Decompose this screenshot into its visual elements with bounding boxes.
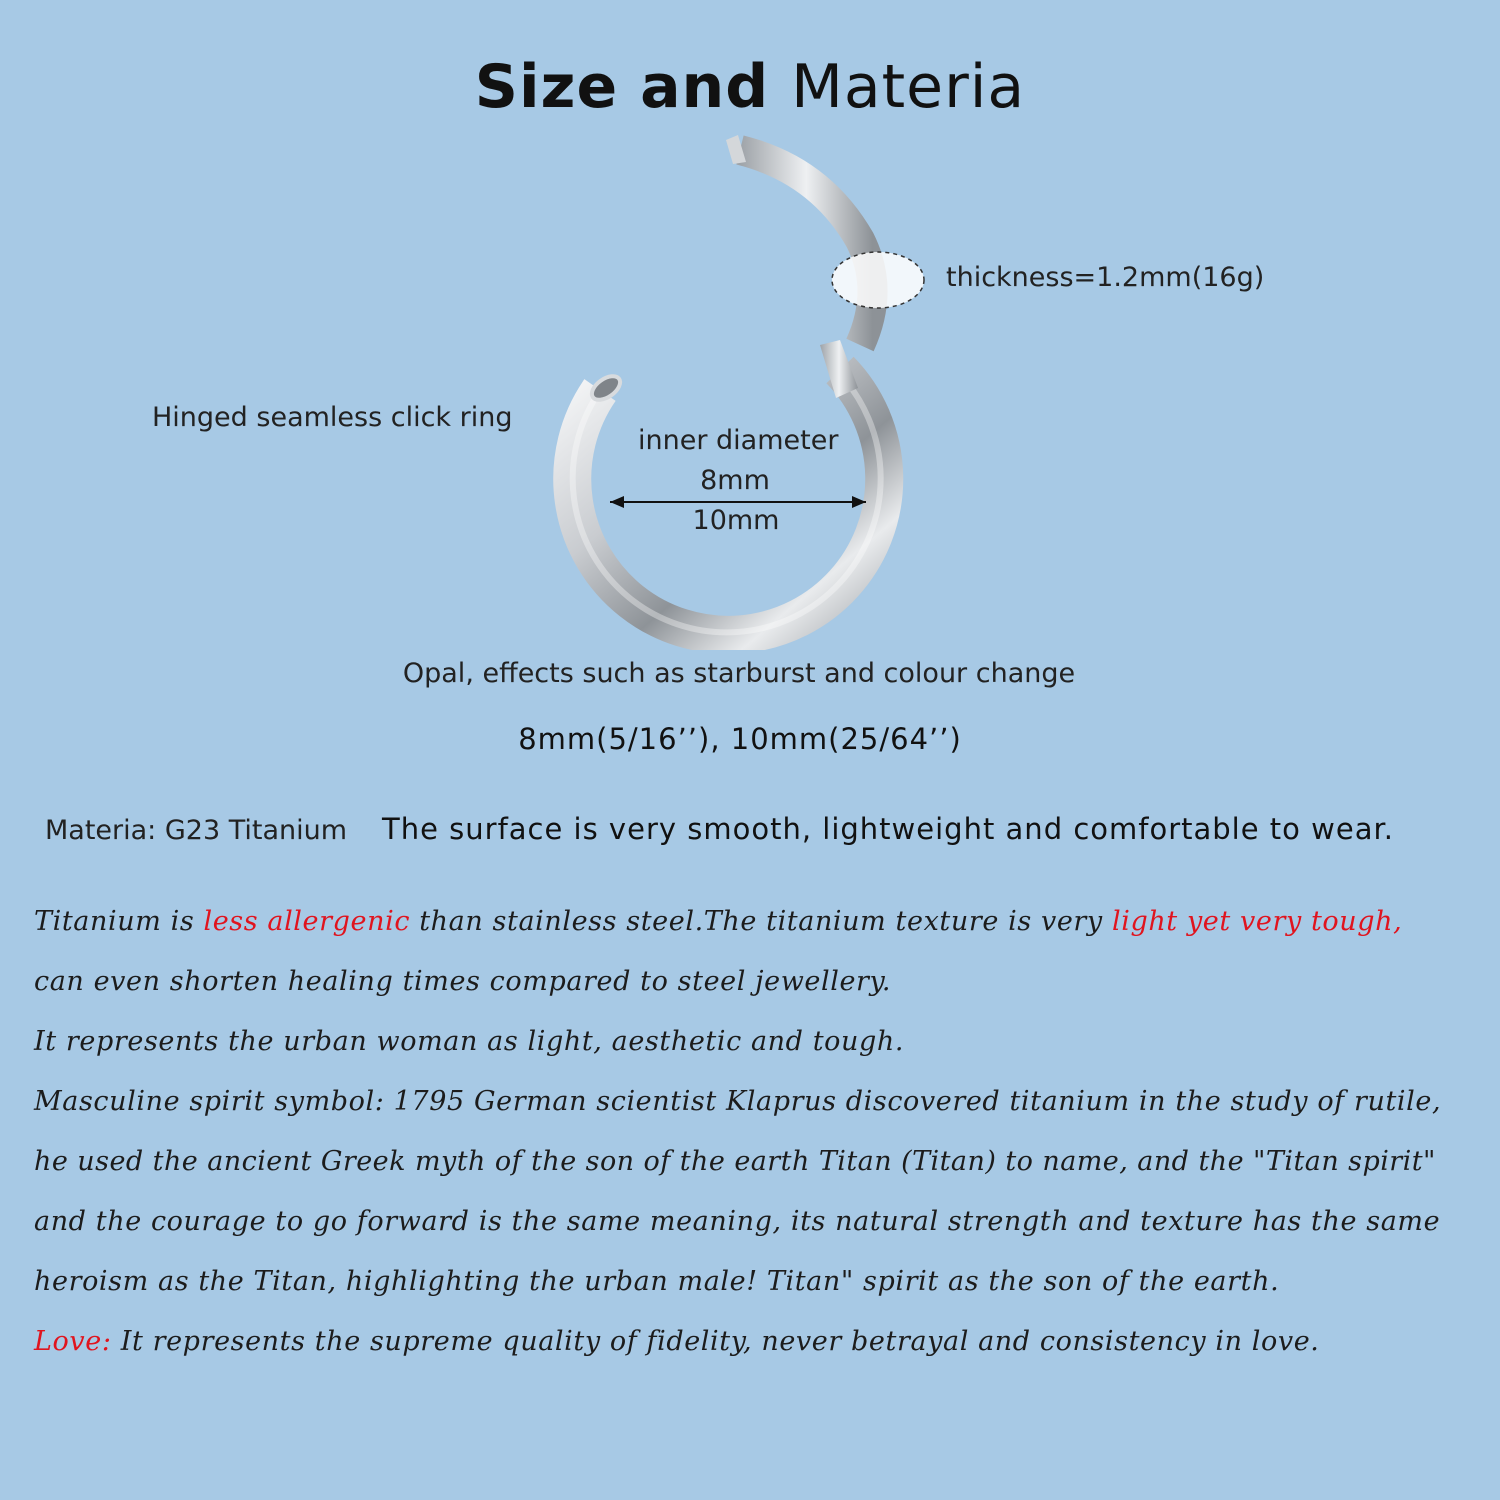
story-line-3: It represents the urban woman as light, aesthetic and tough. <box>34 1026 905 1057</box>
highlight-love: Love: <box>34 1326 112 1357</box>
ring-hinged-arm <box>740 150 873 345</box>
story-text: than stainless steel.The titanium texture is very <box>410 906 1112 937</box>
story-line-2: can even shorten healing times compared to steel jewellery. <box>34 966 892 997</box>
hinged-ring-illustration <box>540 130 940 650</box>
hinged-ring-label: Hinged seamless click ring <box>152 402 513 433</box>
opal-label: Opal, effects such as starburst and colour change <box>402 658 1076 689</box>
story-line-6: and the courage to go forward is the same meaning, its natural strength and texture has the same <box>34 1206 1441 1237</box>
story-text: It represents the supreme quality of fidelity, never betrayal and consistency in love. <box>111 1326 1320 1357</box>
story-line-1 <box>34 906 1402 937</box>
title-light: Materia <box>791 52 1026 122</box>
story-text: Titanium is <box>34 906 204 937</box>
story-line-5: he used the ancient Greek myth of the son of the earth Titan (Titan) to name, and the "Titan spirit" <box>34 1146 1436 1177</box>
surface-description: The surface is very smooth, lightweight and comfortable to wear. <box>382 812 1394 846</box>
title-bold: Size and <box>474 52 770 122</box>
size-large-label: 10mm <box>692 505 780 536</box>
ring-open-end <box>588 371 625 404</box>
sizes-label: 8mm(5/16’’), 10mm(25/64’’) <box>518 722 962 756</box>
highlight-light-tough: light yet very tough, <box>1111 906 1403 937</box>
story-line-4: Masculine spirit symbol: 1795 German scientist Klaprus discovered titanium in the study of rutile, <box>34 1086 1442 1117</box>
page-title <box>0 52 1500 122</box>
size-small-label: 8mm <box>700 465 770 496</box>
thickness-label: thickness=1.2mm(16g) <box>946 262 1265 293</box>
story-line-7: heroism as the Titan, highlighting the urban male! Titan" spirit as the son of the earth. <box>34 1266 1280 1297</box>
story-line-8 <box>34 1326 1319 1357</box>
highlight-less-allergenic: less allergenic <box>203 906 411 937</box>
inner-diameter-label: inner diameter <box>638 425 839 456</box>
thickness-marker <box>832 252 924 308</box>
material-label: Materia: G23 Titanium <box>45 815 348 846</box>
